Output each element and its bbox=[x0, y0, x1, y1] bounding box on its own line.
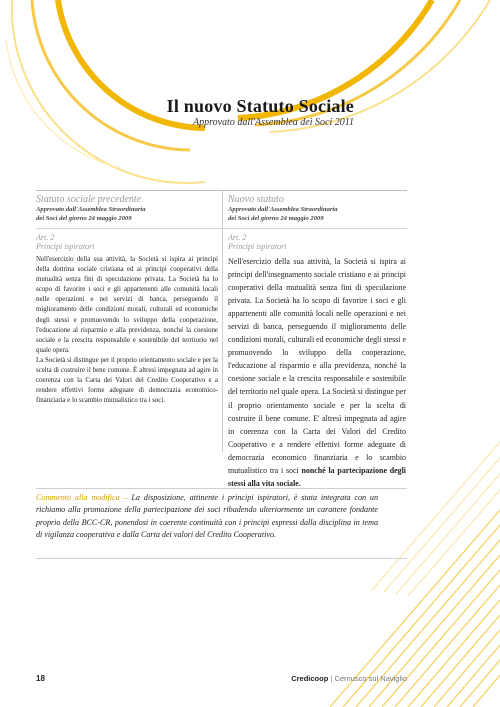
footer-brand: Credicoop bbox=[291, 674, 329, 683]
left-article-number: Art. 2 bbox=[36, 233, 55, 242]
page-title: Il nuovo Statuto Sociale bbox=[166, 96, 354, 116]
left-paragraph-1: Nell'esercizio della sua attività, la Società si ispira ai principi della dottrina sociale cristiana ed ai principi cooperativi della mutualità senza fini di speculazione privata. La Società ha lo scopo di favorire i soci e gli appartenenti alle comunità locali nelle operazioni e nei servizi di banca, perseguendo il miglioramento delle condizioni morali, culturali ed economiche degli stessi e promuovendo lo sviluppo della cooperazione, l'educazione al risparmio e alla previdenza, nonché la coesione sociale e la crescita responsabile e sostenibile del territorio nel quale opera. bbox=[36, 256, 218, 354]
column-divider bbox=[222, 190, 223, 452]
right-article-number: Art. 2 bbox=[228, 233, 247, 242]
footer-publication bbox=[250, 674, 407, 683]
right-article-body bbox=[228, 255, 406, 490]
page-number: 18 bbox=[36, 674, 45, 683]
right-column-header bbox=[228, 194, 406, 223]
right-paragraph-1 bbox=[228, 255, 406, 490]
comment-bottom-divider bbox=[36, 558, 407, 559]
modification-comment bbox=[36, 492, 378, 541]
right-column-approval-line2: dei Soci del giorno 24 maggio 2009 bbox=[228, 215, 324, 222]
right-article-header bbox=[228, 233, 286, 251]
left-article-title: Principi ispiratori bbox=[36, 242, 95, 251]
left-column-approval-line1: Approvato dall'Assemblea Straordinaria bbox=[36, 206, 146, 213]
comment-text: La disposizione, attinente i principi ispiratori, è stata integrata con un richiamo alla promozione della partecipazione dei soci ribadendo ulteriormente un carattere fondante proprio della BCC-CR, ponendosi in coerente continuità con i principi espressi dalla disciplina in tema di vigilanza cooperativa e dalla Carta dei valori del Credito Cooperativo. bbox=[36, 493, 378, 539]
comment-label: Commento alla modifica – bbox=[36, 493, 128, 502]
comment-top-divider bbox=[36, 488, 407, 489]
right-column-approval-line1: Approvato dall'Assemblea Straordinaria bbox=[228, 206, 338, 213]
right-paragraph-1-text: Nell'esercizio della sua attività, la Società si ispira ai principi dell'insegnamento sociale cristiano e ai principi cooperativi della mutualità senza fini di speculazione privata. La Società ha lo scopo di favorire i soci e gli appartenenti alle comunità locali nelle operazioni e nei servizi di banca, perseguendo il miglioramento delle condizioni morali, culturali ed economiche degli stessi e promuovendo lo sviluppo della cooperazione, l'educazione al risparmio e alla previdenza, nonché la coesione sociale e la crescita responsabile e sostenibile del territorio nel quale opera. La Società si distingue per il proprio orientamento sociale e per la scelta di costruire il bene comune. E' altresì impegnata ad agire in coerenza con la Carta dei Valori del Credito Cooperativo e a rendere effettivi forme adeguate di democrazia economico finanziaria e lo scambio mutualistico tra i soci bbox=[228, 257, 406, 475]
left-column-heading: Statuto sociale precedente bbox=[36, 194, 142, 205]
left-article-body bbox=[36, 255, 218, 406]
right-column-heading: Nuovo statuto bbox=[228, 194, 284, 205]
left-paragraph-2: La Società si distingue per il proprio orientamento sociale e per la scelta di costruire il bene comune. È altresì impegnata ad agire in coerenza con la Carta dei Valori del Credito Cooperativo e a rendere effettivi forme adeguate di democrazia economico-finanziaria e lo scambio mutualistico tra i soci. bbox=[36, 356, 218, 405]
left-article-header bbox=[36, 233, 94, 251]
left-column-approval-line2: dei Soci del giorno 24 maggio 2009 bbox=[36, 215, 132, 222]
left-column-header bbox=[36, 194, 216, 223]
footer-separator: | bbox=[330, 674, 333, 683]
right-article-title: Principi ispiratori bbox=[228, 242, 287, 251]
page-subtitle: Approvato dall'Assemblea dei Soci 2011 bbox=[192, 117, 354, 128]
footer-location: Cernusco sul Naviglio bbox=[334, 674, 407, 683]
right-paragraph-1-bold: nonché la partecipazione degli stessi alla vita sociale. bbox=[228, 465, 406, 488]
